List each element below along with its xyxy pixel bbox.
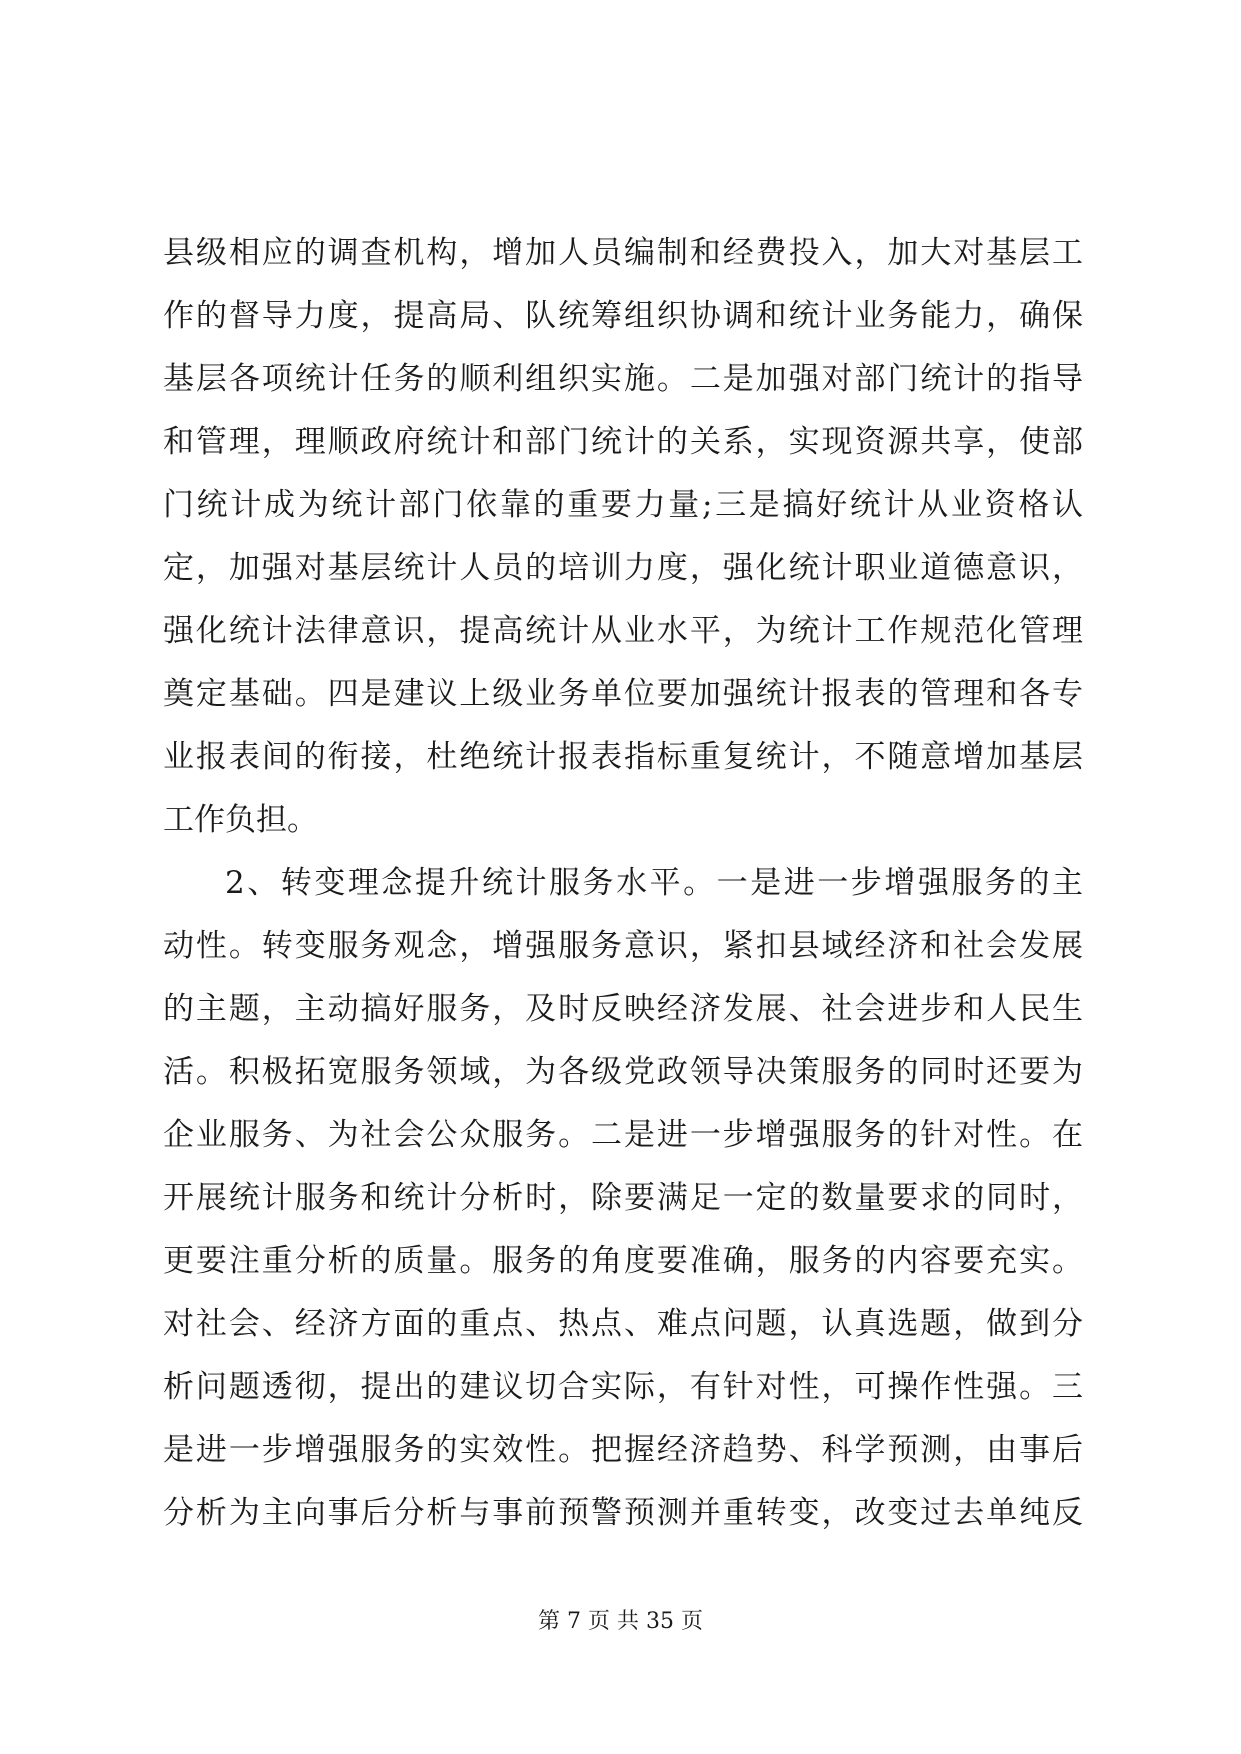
text-line: 2、转变理念提升统计服务水平。一是进一步增强服务的主 [225,865,1083,901]
text-line: 基层各项统计任务的顺利组织实施。二是加强对部门统计的指导 [163,361,1083,397]
text-line: 活。积极拓宽服务领域，为各级党政领导决策服务的同时还要为 [163,1054,1083,1090]
text-line: 动性。转变服务观念，增强服务意识，紧扣县域经济和社会发展 [163,928,1083,964]
text-line: 开展统计服务和统计分析时，除要满足一定的数量要求的同时， [163,1180,1083,1216]
text-line: 析问题透彻，提出的建议切合实际，有针对性，可操作性强。三 [163,1369,1083,1405]
text-line: 作的督导力度，提高局、队统筹组织协调和统计业务能力，确保 [163,298,1083,334]
text-line: 和管理，理顺政府统计和部门统计的关系，实现资源共享，使部 [163,424,1083,460]
page-footer [0,1607,1241,1637]
text-line: 工作负担。 [163,802,318,838]
text-line: 的主题，主动搞好服务，及时反映经济发展、社会进步和人民生 [163,991,1083,1027]
text-line: 分析为主向事后分析与事前预警预测并重转变，改变过去单纯反 [163,1495,1083,1531]
page-number-label: 第 7 页 共 35 页 [538,1609,703,1634]
text-line: 业报表间的衔接，杜绝统计报表指标重复统计，不随意增加基层 [163,739,1083,775]
text-line: 企业服务、为社会公众服务。二是进一步增强服务的针对性。在 [163,1117,1083,1153]
text-line: 更要注重分析的质量。服务的角度要准确，服务的内容要充实。 [163,1243,1083,1279]
text-line: 奠定基础。四是建议上级业务单位要加强统计报表的管理和各专 [163,676,1083,712]
paragraph-1 [163,222,1083,852]
paragraph-2 [163,852,1083,1545]
text-line: 县级相应的调查机构，增加人员编制和经费投入，加大对基层工 [163,235,1083,271]
text-line: 门统计成为统计部门依靠的重要力量;三是搞好统计从业资格认 [163,487,1083,523]
document-body [163,222,1083,1545]
text-line: 是进一步增强服务的实效性。把握经济趋势、科学预测，由事后 [163,1432,1083,1468]
text-line: 对社会、经济方面的重点、热点、难点问题，认真选题，做到分 [163,1306,1083,1342]
text-line: 强化统计法律意识，提高统计从业水平，为统计工作规范化管理 [163,613,1083,649]
text-line: 定，加强对基层统计人员的培训力度，强化统计职业道德意识， [163,550,1083,586]
